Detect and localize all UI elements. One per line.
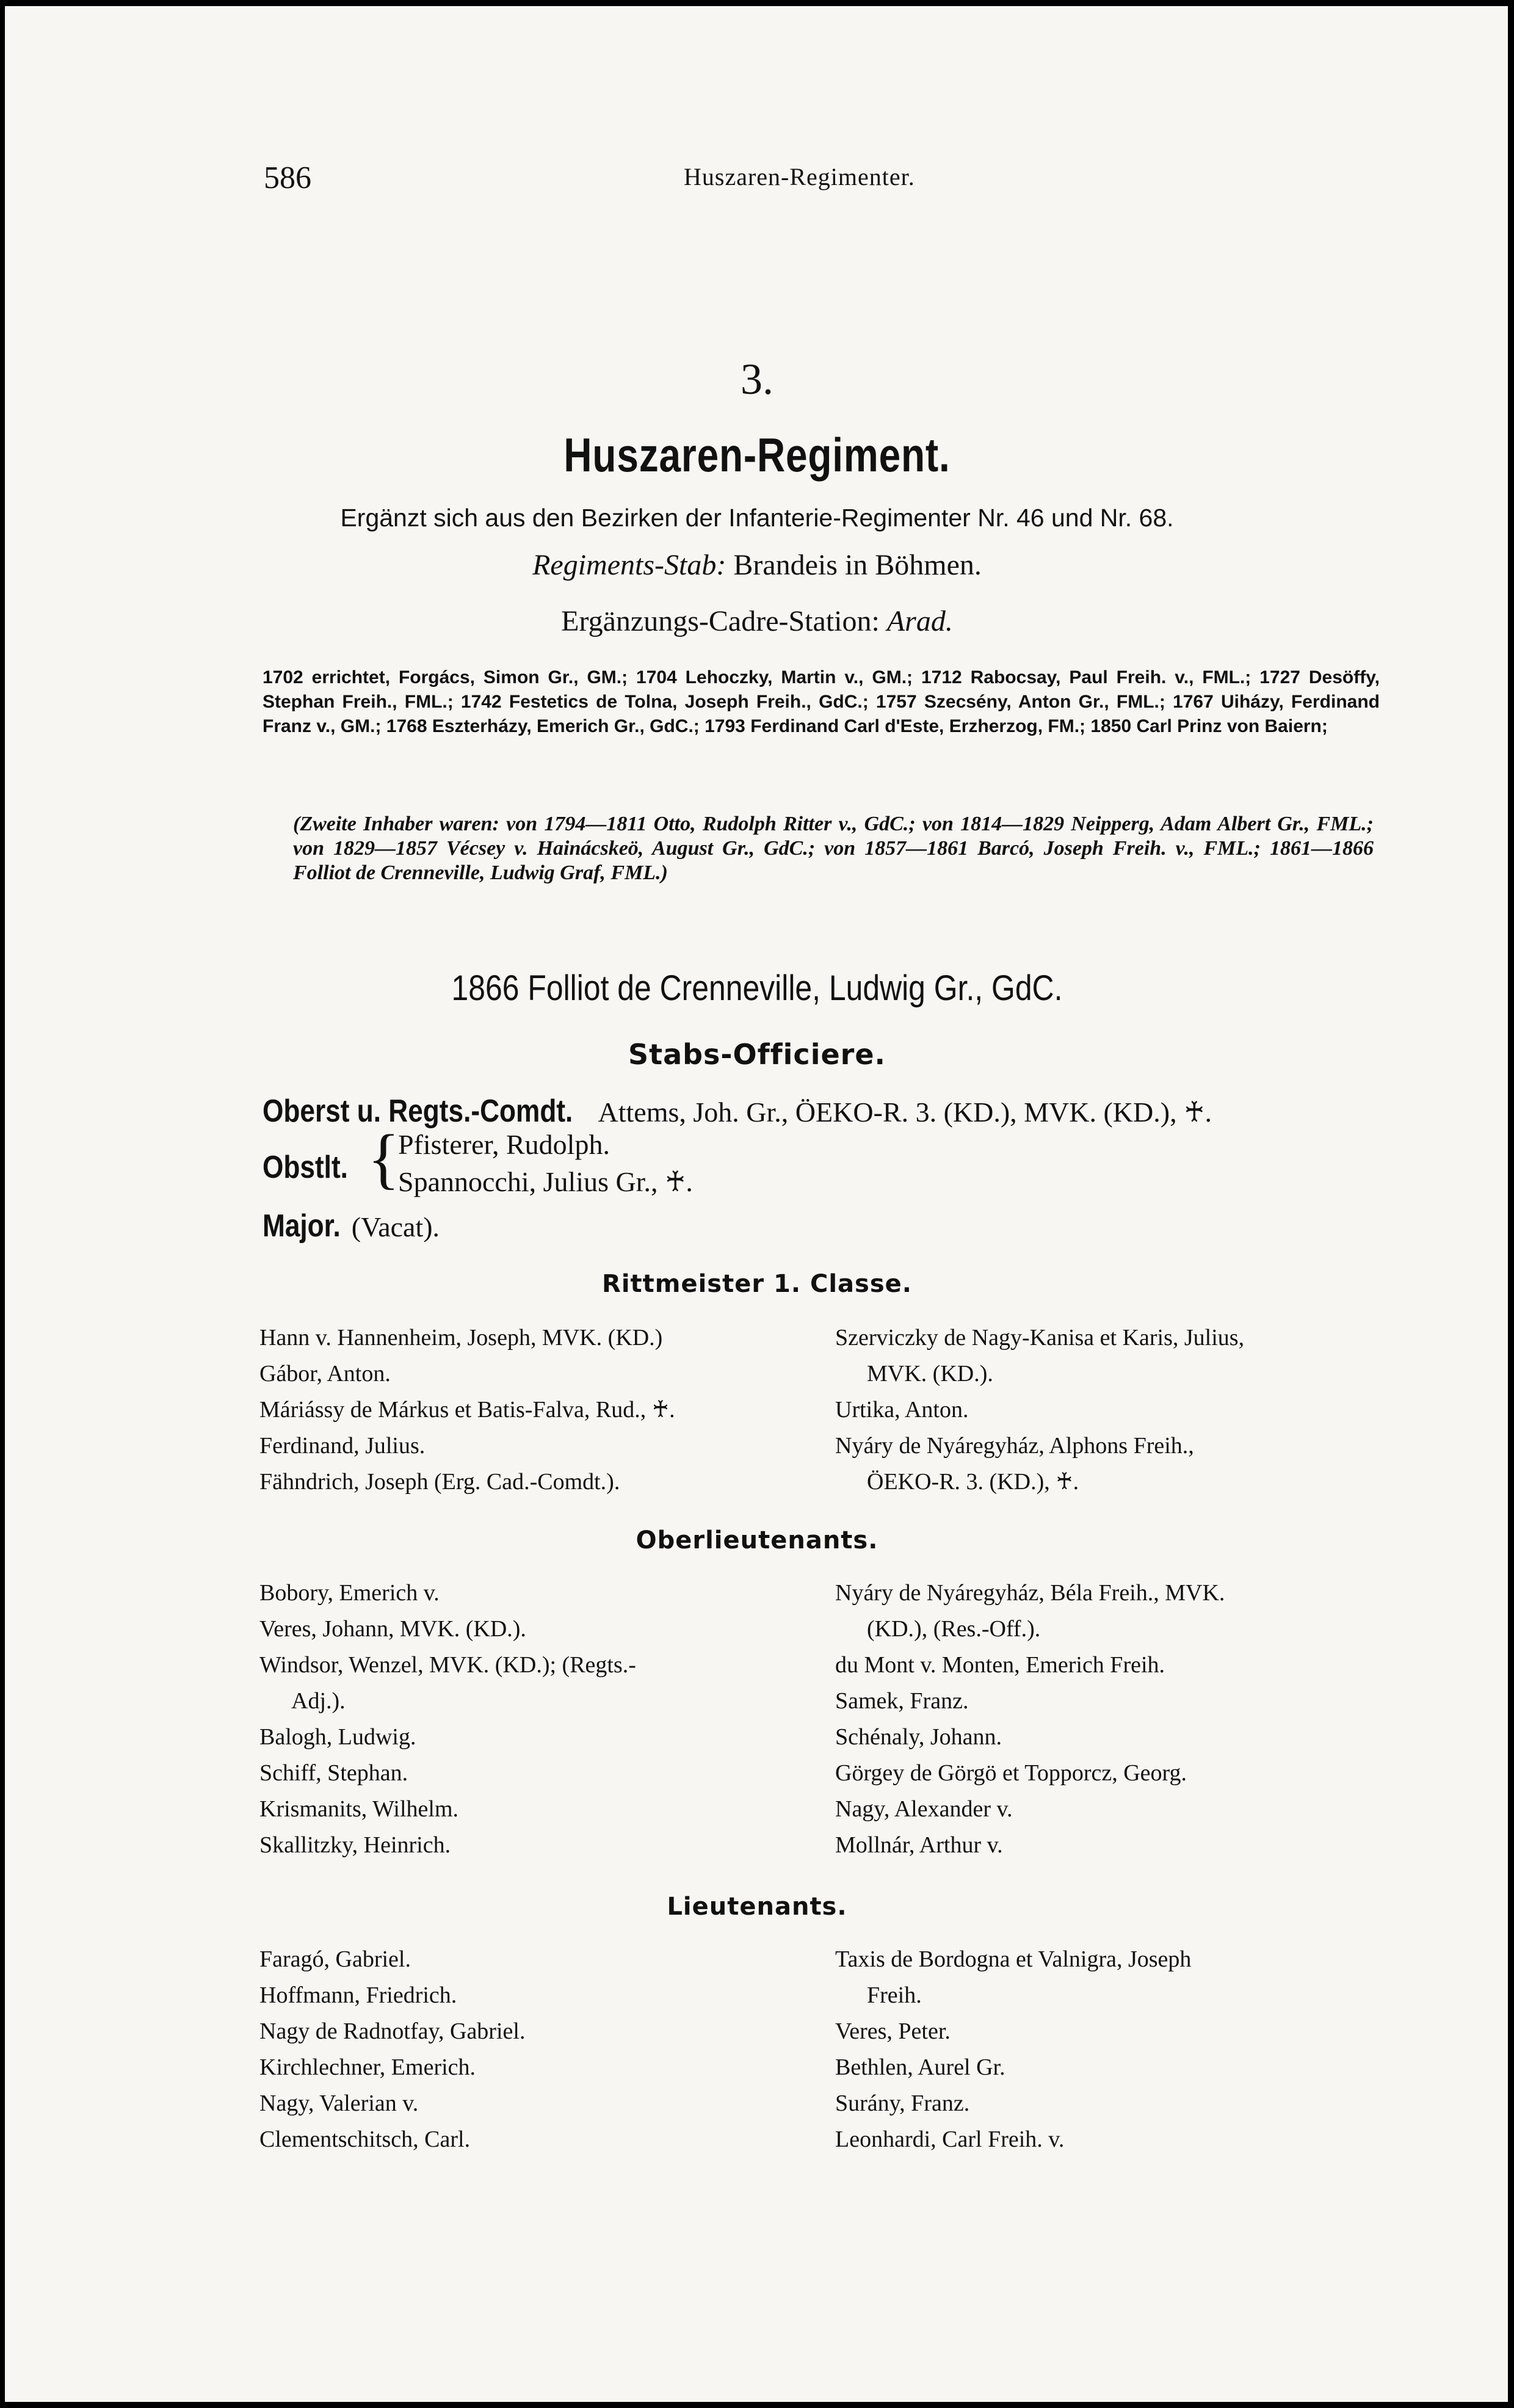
list-item: Windsor, Wenzel, MVK. (KD.); (Regts.- — [259, 1652, 636, 1678]
obstlt-name-2: Spannocchi, Julius Gr., ♰. — [398, 1166, 693, 1197]
stab-value: Brandeis in Böhmen. — [733, 549, 982, 581]
rittmeister-heading: Rittmeister 1. Classe. — [602, 1270, 912, 1298]
current-owner: 1866 Folliot de Crenneville, Ludwig Gr., GdC. — [451, 968, 1063, 1008]
regiments-stab-line — [0, 548, 1514, 582]
list-item: Samek, Franz. — [835, 1688, 969, 1714]
oberst-line — [263, 1093, 1212, 1130]
list-item: Balogh, Ludwig. — [259, 1724, 416, 1750]
list-item: Clementschitsch, Carl. — [259, 2127, 471, 2152]
list-item: Bethlen, Aurel Gr. — [835, 2054, 1005, 2080]
list-item: Szerviczky de Nagy-Kanisa et Karis, Julius, — [835, 1325, 1245, 1351]
list-item: Schiff, Stephan. — [259, 1760, 408, 1786]
list-item: Kirchlechner, Emerich. — [259, 2054, 476, 2080]
list-item: MVK. (KD.). — [867, 1361, 993, 1387]
lieutenants-left-list — [259, 1942, 821, 2158]
list-item: Faragó, Gabriel. — [259, 1946, 411, 1972]
list-item: Nagy, Valerian v. — [259, 2091, 419, 2116]
running-title: Huszaren-Regimenter. — [684, 163, 915, 190]
list-item: Máriássy de Márkus et Batis-Falva, Rud., ♰. — [259, 1397, 675, 1423]
second-owners: (Zweite Inhaber waren: von 1794—1811 Otto, Rudolph Ritter v., GdC.; von 1814—1829 Neipperg, Adam Albert Gr., FML.; von 1829—1857 Vécsey v. Hainácskeö, August Gr., GdC.; von 1857—1861 Barcó, Joseph Freih. v., FML.; 1861—1866 Folliot de Crenneville, Ludwig Graf, FML.) — [293, 813, 1374, 884]
list-item: Freih. — [867, 1982, 922, 2008]
list-item: Hoffmann, Friedrich. — [259, 1982, 457, 2008]
oberlieutenants-heading: Oberlieutenants. — [636, 1526, 878, 1554]
list-item: Bobory, Emerich v. — [259, 1580, 440, 1606]
obstlt-name-1: Pfisterer, Rudolph. — [398, 1129, 610, 1160]
list-item: Leonhardi, Carl Freih. v. — [835, 2127, 1065, 2152]
major-label: Major. — [263, 1208, 341, 1244]
list-item: Veres, Johann, MVK. (KD.). — [259, 1616, 526, 1642]
lieutenants-right-list — [835, 1942, 1378, 2158]
page-number: 586 — [264, 161, 311, 195]
list-item: Schénaly, Johann. — [835, 1724, 1002, 1750]
list-item: Nyáry de Nyáregyház, Béla Freih., MVK. — [835, 1580, 1225, 1606]
cadre-station-line — [0, 604, 1514, 638]
rittmeister-right-list — [835, 1320, 1378, 1500]
list-item: Fähndrich, Joseph (Erg. Cad.-Comdt.). — [259, 1469, 620, 1495]
list-item: Nagy de Radnotfay, Gabriel. — [259, 2018, 526, 2044]
oberlieutenants-left-list — [259, 1575, 821, 1863]
list-item: Mollnár, Arthur v. — [835, 1832, 1003, 1858]
list-item: Nagy, Alexander v. — [835, 1796, 1013, 1822]
list-item: Hann v. Hannenheim, Joseph, MVK. (KD.) — [259, 1325, 663, 1351]
oberst-value: Attems, Joh. Gr., ÖEKO-R. 3. (KD.), MVK. (KD.), ♰. — [598, 1097, 1212, 1128]
oberst-label: Oberst u. Regts.-Comdt. — [263, 1093, 573, 1129]
list-item: Skallitzky, Heinrich. — [259, 1832, 451, 1858]
cadre-value: Arad. — [886, 605, 953, 637]
regiment-history: 1702 errichtet, Forgács, Simon Gr., GM.; 1704 Lehoczky, Martin v., GM.; 1712 Rabocsay, Paul Freih. v., FML.; 1727 Desöffy, Stephan Freih., FML.; 1742 Festetics de Tolna, Joseph Freih., GdC.; 1757 Szecsény, Anton Gr., FML.; 1767 Uiházy, Ferdinand Franz v., GM.; 1768 Eszterházy, Emerich Gr., GdC.; 1793 Ferdinand Carl d'Este, Erzherzog, FM.; 1850 Carl Prinz von Baiern; — [263, 667, 1380, 736]
list-item: Veres, Peter. — [835, 2018, 951, 2044]
list-item: Krismanits, Wilhelm. — [259, 1796, 459, 1822]
list-item: du Mont v. Monten, Emerich Freih. — [835, 1652, 1165, 1678]
list-item: Adj.). — [291, 1688, 346, 1714]
list-item: Taxis de Bordogna et Valnigra, Joseph — [835, 1946, 1192, 1972]
supplement-line: Ergänzt sich aus den Bezirken der Infanterie-Regimenter Nr. 46 und Nr. 68. — [340, 504, 1174, 532]
major-value: (Vacat). — [351, 1211, 440, 1242]
rittmeister-left-list — [259, 1320, 821, 1500]
list-item: Urtika, Anton. — [835, 1397, 969, 1423]
list-item: Nyáry de Nyáregyház, Alphons Freih., — [835, 1433, 1194, 1459]
obstlt-label: Obstlt. — [263, 1150, 348, 1185]
obstlt-brace: { — [368, 1121, 400, 1195]
list-item: (KD.), (Res.-Off.). — [867, 1616, 1041, 1642]
regiment-number: 3. — [741, 355, 773, 404]
list-item: Gábor, Anton. — [259, 1361, 391, 1387]
staff-officers-heading: Stabs-Officiere. — [628, 1038, 886, 1071]
list-item: Ferdinand, Julius. — [259, 1433, 426, 1459]
lieutenants-heading: Lieutenants. — [667, 1893, 847, 1921]
major-line — [263, 1208, 440, 1244]
regiment-title: Huszaren-Regiment. — [563, 428, 951, 482]
cadre-label: Ergänzungs-Cadre-Station: — [561, 605, 880, 637]
oberlieutenants-right-list — [835, 1575, 1378, 1863]
list-item: ÖEKO-R. 3. (KD.), ♰. — [867, 1469, 1079, 1495]
stab-label: Regiments-Stab: — [532, 549, 726, 581]
list-item: Surány, Franz. — [835, 2091, 970, 2116]
list-item: Görgey de Görgö et Topporcz, Georg. — [835, 1760, 1187, 1786]
